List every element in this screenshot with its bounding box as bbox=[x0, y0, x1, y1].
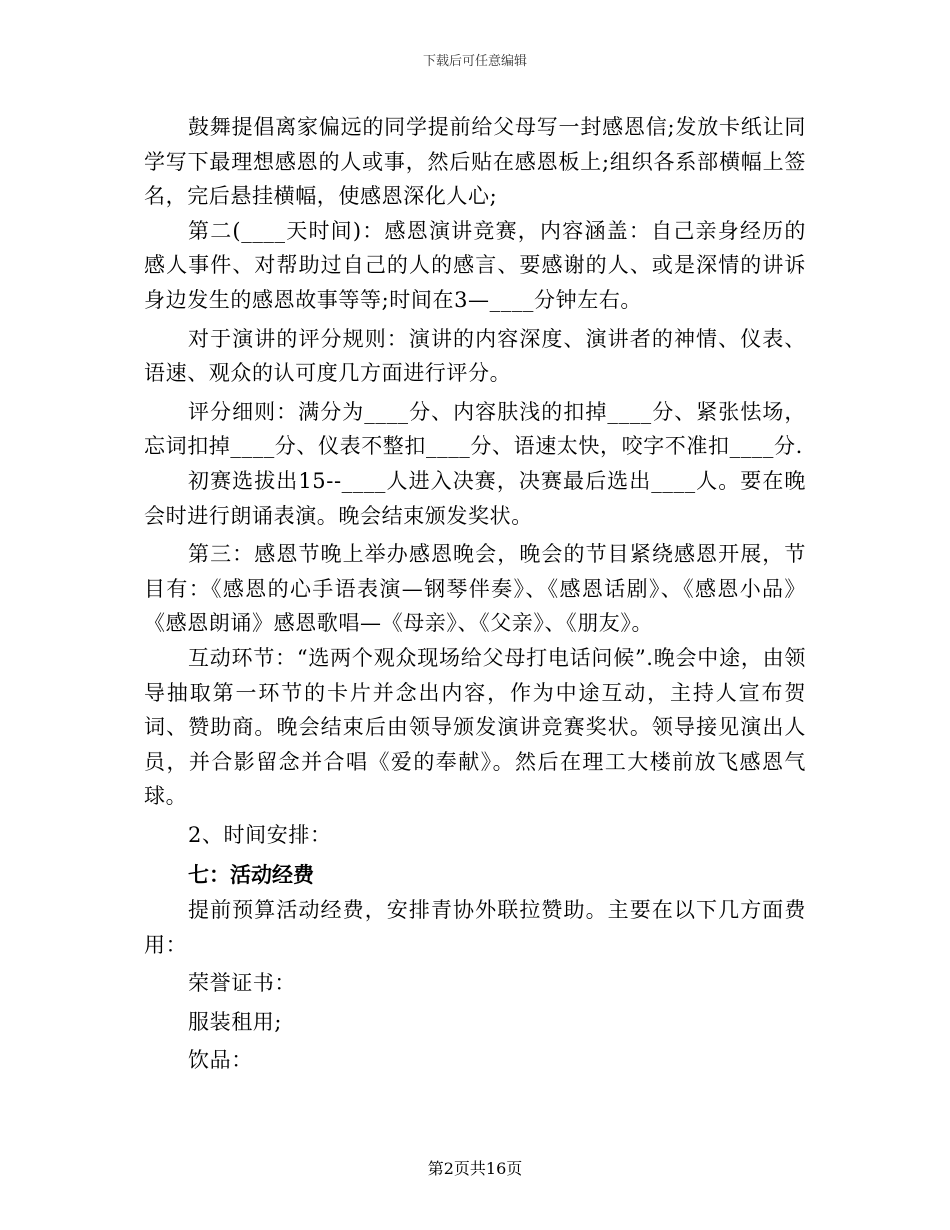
paragraph-letters: 鼓舞提倡离家偏远的同学提前给父母写一封感恩信;发放卡纸让同学写下最理想感恩的人或事，然后贴在感恩板上;组织各系部横幅上签名，完后悬挂横幅，使感恩深化人心; bbox=[144, 115, 806, 209]
paragraph-budget: 提前预算活动经费，安排青协外联拉赞助。主要在以下几方面费用： bbox=[144, 898, 806, 957]
list-item-certificates: 荣誉证书： bbox=[188, 971, 296, 996]
page-header: 下载后可任意编辑 bbox=[422, 54, 527, 69]
paragraph-evening-party: 第三：感恩节晚上举办感恩晚会，晚会的节目紧绕感恩开展，节目有：《感恩的心手语表演—钢琴伴奏》、《感恩话剧》、《感恩小品》《感恩朗诵》感恩歌唱—《母亲》、《父亲》、《朋友》。 bbox=[144, 542, 806, 636]
list-item-costume-rental: 服装租用; bbox=[188, 1009, 283, 1034]
list-item-drinks: 饮品： bbox=[188, 1048, 253, 1073]
paragraph-interaction: 互动环节：“选两个观众现场给父母打电话问候”.晚会中途，由领导抽取第一环节的卡片并念出内容，作为中途互动，主持人宣布贺词、赞助商。晚会结束后由领导颁发演讲竞赛奖状。领导接见演出人员，并合影留念并合唱《爱的奉献》。然后在理工大楼前放飞感恩气球。 bbox=[144, 645, 806, 809]
paragraph-speech-contest: 第二(____天时间)：感恩演讲竞赛，内容涵盖：自己亲身经历的感人事件、对帮助过自己的人的感言、要感谢的人、或是深情的讲诉身边发生的感恩故事等等;时间在3—____分钟左右。 bbox=[144, 218, 806, 312]
paragraph-selection: 初赛选拔出15--____人进入决赛，决赛最后选出____人。要在晚会时进行朗诵表演。晚会结束颁发奖状。 bbox=[144, 468, 806, 528]
paragraph-scoring-rules: 对于演讲的评分规则：演讲的内容深度、演讲者的神情、仪表、语速、观众的认可度几方面进行评分。 bbox=[144, 326, 806, 386]
document-body bbox=[144, 110, 806, 1078]
paragraph-scoring-details: 评分细则：满分为____分、内容肤浅的扣掉____分、紧张怯场，忘词扣掉____分、仪表不整扣____分、语速太快，咬字不准扣____分. bbox=[144, 399, 806, 459]
page-footer: 第2页共16页 bbox=[427, 1159, 523, 1178]
schedule-line: 2、时间安排： bbox=[188, 822, 332, 847]
section-heading-budget: 七：活动经费 bbox=[188, 863, 314, 888]
